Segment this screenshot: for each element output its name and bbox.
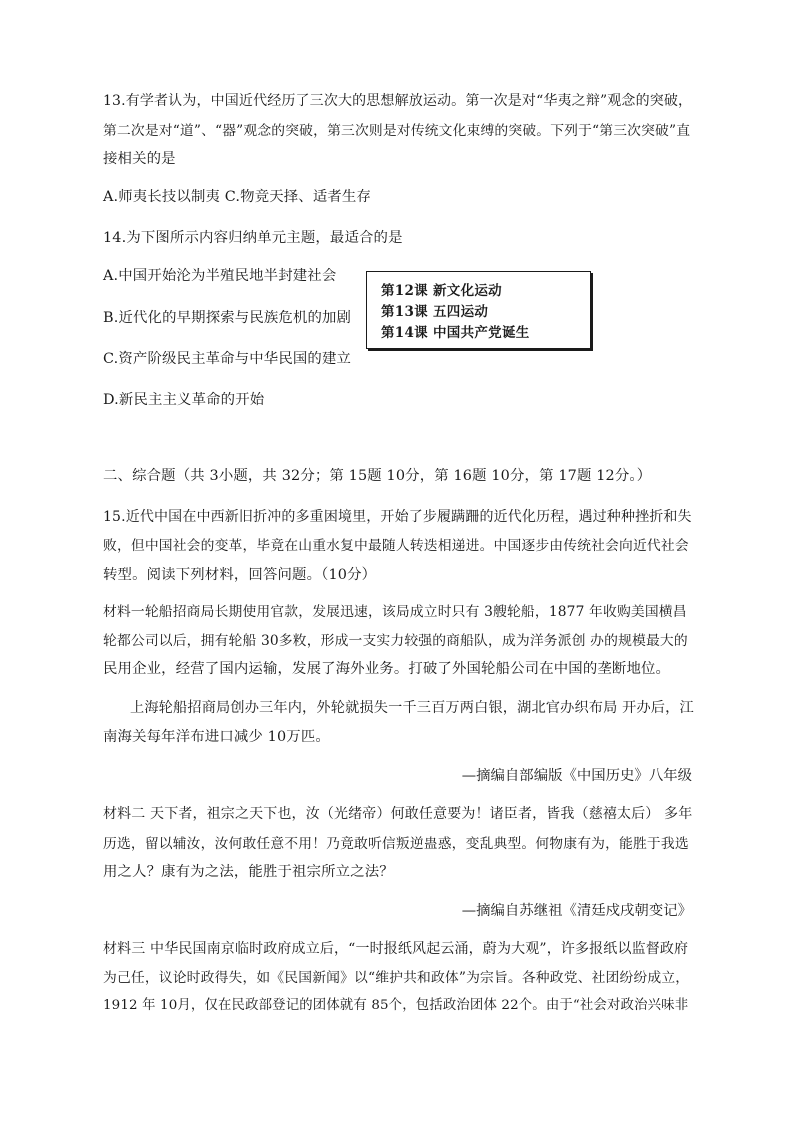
figure-item-lesson-14: 第14课 中国共产党诞生 [381, 325, 530, 341]
q15-intro-line-3: 转型。阅读下列材料，回答问题。（10分） [103, 567, 377, 583]
q13-stem-line-2: 第二次是对“道”、“器”观念的突破，第三次则是对传统文化束缚的突破。下列于“第三次突破”直 [103, 123, 691, 139]
figure-item-lesson-13: 第13课 五四运动 [381, 304, 489, 320]
q14-option-d: D.新民主主义革命的开始 [103, 392, 265, 408]
material-1-line-3: 民用企业，经营了国内运输，发展了海外业务。打破了外国轮船公司在中国的垄断地位。 [103, 661, 671, 677]
material-2-source: —摘编自苏继祖《清廷戍戌朝变记》 [461, 903, 692, 919]
material-3-line-1: 材料三 中华民国南京临时政府成立后，“一时报纸风起云涌，蔚为大观”，许多报纸以监督政府 [103, 941, 689, 957]
material-1-line-2: 轮都公司以后，拥有轮船 30多敉，形成一支实力较强的商船队，成为洋务派创 办的规模最大的 [103, 633, 688, 649]
material-1-source: —摘编自部编版《中国历史》八年级 [461, 768, 692, 784]
q14-option-a: A.中国开始沦为半殖民地半封建社会 [103, 268, 337, 284]
material-2-line-1: 材料二 天下者，祖宗之天下也，汝（光绪帝）何敢任意要为！诸臣者，皆我（慈禧太后） 多年 [103, 806, 693, 822]
q14-option-c: C.资产阶级民主革命与中华民国的建立 [103, 351, 352, 367]
material-2-line-2: 历选，留以辅汝，汝何敢任意不用！乃竟敢听信叛逆蛊惑，变乱典型。何物康有为，能胜于我选 [103, 836, 689, 852]
material-2-line-3: 用之人？康有为之法，能胜于祖宗所立之法？ [103, 864, 394, 880]
material-1-line-5: 南海关每年洋布进口减少 10万匹。 [103, 729, 330, 745]
q13-stem-line-3: 接相关的是 [103, 151, 176, 167]
q15-intro-line-1: 15.近代中国在中西新旧折冲的多重困境里，开始了步履蹒跚的近代化历程，遇过种种挫折和失 [103, 509, 692, 525]
q13-stem-line-1: 13.有学者认为，中国近代经历了三次大的思想解放运动。第一次是对“华夷之辩”观念的突破， [103, 93, 693, 109]
section-2-heading: 二、综合题（共 3小题，共 32分；第 15题 10分，第 16题 10分，第 17题 12分。） [103, 468, 652, 484]
material-1-line-1: 材料一轮船招商局长期使用官款，发展迅速，该局成立时只有 3艘轮船，1877 年收购美国横昌 [103, 604, 687, 620]
q13-options: A.师夷长技以制夷 C.物竞天择、适者生存 [103, 189, 372, 205]
q14-stem: 14.为下图所示内容归纳单元主题，最适合的是 [103, 230, 403, 246]
figure-item-lesson-12: 第12课 新文化运动 [381, 283, 502, 299]
material-1-line-4: 上海轮船招商局创办三年内，外轮就损失一千三百万两白银，湖北官办织布局 开办后，江 [130, 700, 694, 716]
q14-figure-box [366, 271, 591, 349]
q15-intro-line-2: 败，但中国社会的变革，毕竟在山重水复中最随人转迭相递进。中国逐步由传统社会向近代社会 [103, 538, 689, 554]
material-3-line-2: 为己任，议论时政得失，如《民国新闻》以“维护共和政体”为宗旨。各种政党、社团纷纷成立， [103, 970, 690, 986]
q14-option-b: B.近代化的早期探索与民族危机的加剧 [103, 310, 352, 326]
material-3-line-3: 1912 年 10月，仅在民政部登记的团体就有 85个，包括政治团体 22个。由于“社会对政治兴味非 [103, 998, 689, 1013]
